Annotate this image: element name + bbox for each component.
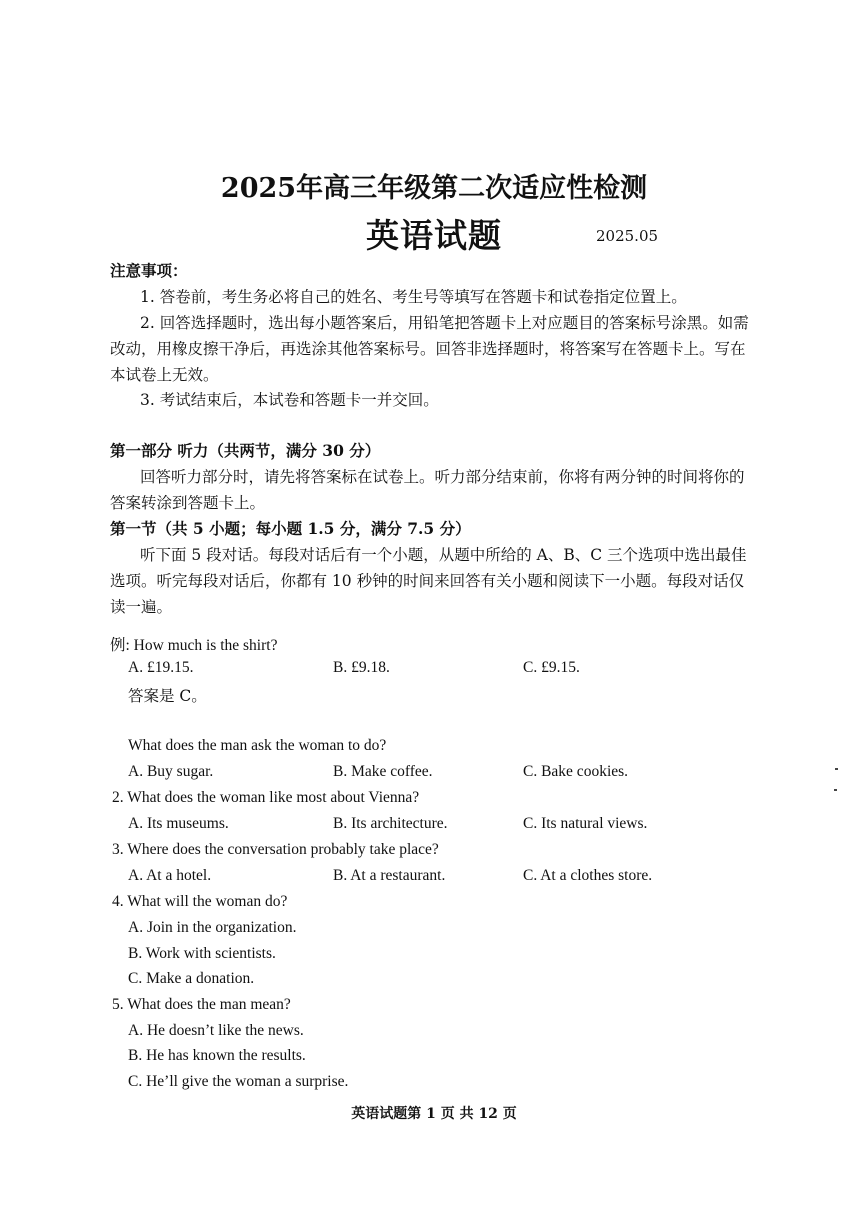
notice-line-2: 2. 回答选择题时，选出每小题答案后，用铅笔把答题卡上对应题目的答案标号涂黑。如需 <box>140 314 749 332</box>
notice-line-4: 本试卷上无效。 <box>110 366 219 384</box>
question-3: 3. Where does the conversation probably take place? <box>112 841 439 858</box>
example-option-a: A. £19.15. <box>128 659 194 676</box>
example-answer: 答案是 C。 <box>128 687 207 705</box>
question-5-option-a: A. He doesn’t like the news. <box>128 1022 304 1039</box>
question-2-option-a: A. Its museums. <box>128 815 229 832</box>
question-1: What does the man ask the woman to do? <box>128 737 387 754</box>
section1-intro-3: 读一遍。 <box>110 598 173 616</box>
question-2-option-c: C. Its natural views. <box>523 815 648 832</box>
question-1-option-c: C. Bake cookies. <box>523 763 629 780</box>
notice-line-3: 改动，用橡皮擦干净后，再选涂其他答案标号。回答非选择题时，将答案写在答题卡上。写在 <box>110 340 746 358</box>
question-5-option-c: C. He’ll give the woman a surprise. <box>128 1073 349 1090</box>
question-5: 5. What does the man mean? <box>112 996 291 1013</box>
scan-mark <box>834 789 837 791</box>
notice-line-1: 1. 答卷前，考生务必将自己的姓名、考生号等填写在答题卡和试卷指定位置上。 <box>140 288 687 306</box>
question-1-option-a: A. Buy sugar. <box>128 763 214 780</box>
question-2-option-b: B. Its architecture. <box>333 815 448 832</box>
part1-intro-1: 回答听力部分时，请先将答案标在试卷上。听力部分结束前，你将有两分钟的时间将你的 <box>140 468 745 486</box>
exam-date: 2025.05 <box>596 227 659 245</box>
section1-intro-1: 听下面 5 段对话。每段对话后有一个小题，从题中所给的 A、B、C 三个选项中选出最佳 <box>140 546 747 564</box>
scan-mark <box>835 768 838 770</box>
page-footer: 英语试题第 1 页 共 12 页 <box>351 1106 517 1122</box>
question-4-option-c: C. Make a donation. <box>128 970 255 987</box>
question-4: 4. What will the woman do? <box>112 893 288 910</box>
example-option-c: C. £9.15. <box>523 659 580 676</box>
exam-title: 2025年高三年级第二次适应性检测 <box>220 173 648 204</box>
notice-heading: 注意事项： <box>110 261 188 280</box>
question-5-option-b: B. He has known the results. <box>128 1047 306 1064</box>
part1-heading: 第一部分 听力（共两节，满分 30 分） <box>110 441 381 460</box>
example-question: 例: How much is the shirt? <box>110 637 278 654</box>
question-4-option-b: B. Work with scientists. <box>128 945 276 962</box>
notice-line-5: 3. 考试结束后，本试卷和答题卡一并交回。 <box>140 391 439 409</box>
question-1-option-b: B. Make coffee. <box>333 763 433 780</box>
question-4-option-a: A. Join in the organization. <box>128 919 297 936</box>
question-3-option-b: B. At a restaurant. <box>333 867 446 884</box>
section1-heading: 第一节（共 5 小题；每小题 1.5 分，满分 7.5 分） <box>110 519 471 538</box>
example-option-b: B. £9.18. <box>333 659 390 676</box>
exam-subject: 英语试题 <box>366 216 502 255</box>
question-2: 2. What does the woman like most about Vienna? <box>112 789 420 806</box>
section1-intro-2: 选项。听完每段对话后，你都有 10 秒钟的时间来回答有关小题和阅读下一小题。每段对话仅 <box>110 572 745 590</box>
part1-intro-2: 答案转涂到答题卡上。 <box>110 494 266 512</box>
question-3-option-c: C. At a clothes store. <box>523 867 653 884</box>
question-3-option-a: A. At a hotel. <box>128 867 212 884</box>
